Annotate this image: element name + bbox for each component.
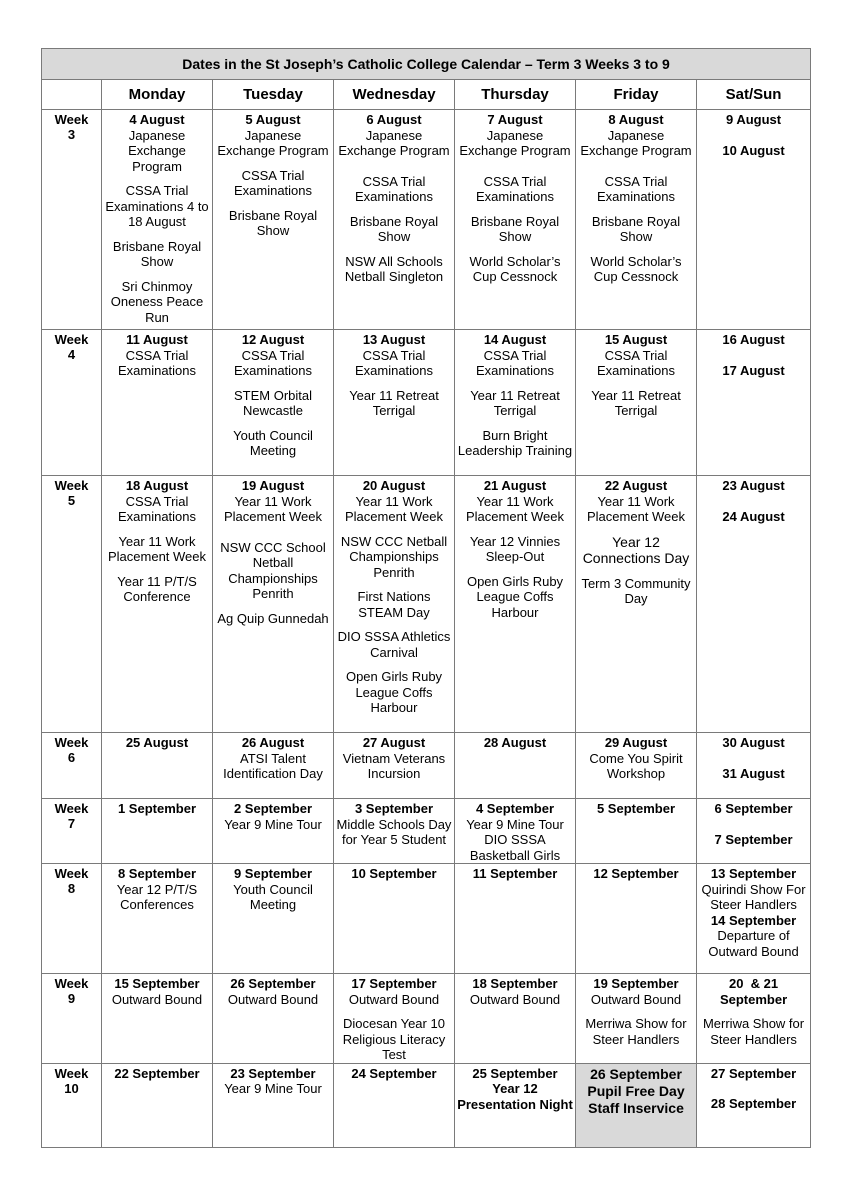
date-label: 28 September <box>710 1096 797 1111</box>
date-label: 14 August <box>483 332 547 347</box>
event: Year 9 Mine Tour DIO SSSA Basketball Girls <box>466 816 564 863</box>
event: Departure of Outward Bound <box>708 928 799 959</box>
date-label: 23 August <box>722 478 785 493</box>
week-label: Week 8 <box>42 864 102 974</box>
day-cell <box>102 1063 213 1147</box>
event: Middle Schools Day for Year 5 Student <box>336 816 452 847</box>
event: Merriwa Show for Steer Handlers <box>702 1016 805 1047</box>
event: CSSA Trial Examinations <box>233 167 313 198</box>
week-row <box>42 733 811 799</box>
week-label: Week 5 <box>42 476 102 733</box>
date-label: 29 August <box>604 735 668 750</box>
event: Outward Bound <box>348 991 440 1007</box>
event: DIO SSSA Athletics Carnival <box>337 629 451 660</box>
event: Pupil Free Day <box>587 1082 685 1099</box>
event: Outward Bound <box>227 991 319 1007</box>
weekend-cell <box>697 476 811 733</box>
day-header-thursday: Thursday <box>455 80 576 110</box>
date-label: 21 August <box>483 478 547 493</box>
week-row <box>42 110 811 330</box>
date-label: 2 September <box>233 801 313 816</box>
date-label: 8 September <box>117 866 197 881</box>
week-label: Week 3 <box>42 110 102 330</box>
date-label: 18 August <box>125 478 189 493</box>
week-row <box>42 476 811 733</box>
date-label: 10 August <box>722 142 785 158</box>
event: Open Girls Ruby League Coffs Harbour <box>466 573 564 620</box>
date-label: 19 August <box>241 478 305 493</box>
day-cell <box>455 799 576 864</box>
event: Vietnam Veterans Incursion <box>342 750 446 781</box>
day-cell <box>213 864 334 974</box>
day-cell <box>102 733 213 799</box>
event: Burn Bright Leadership Training <box>457 427 573 458</box>
week-label: Week 10 <box>42 1063 102 1147</box>
event: CSSA Trial Examinations <box>117 347 197 378</box>
date-label: 26 August <box>241 735 305 750</box>
date-label: 25 August <box>125 735 189 750</box>
day-cell <box>334 974 455 1064</box>
event: CSSA Trial Examinations <box>475 347 555 378</box>
date-label: 10 September <box>351 866 437 881</box>
day-cell <box>102 864 213 974</box>
day-cell <box>102 476 213 733</box>
event: CSSA Trial Examinations <box>354 347 434 378</box>
day-cell <box>102 110 213 330</box>
date-label: 24 August <box>722 508 785 524</box>
event: Japanese Exchange Program <box>338 127 450 158</box>
day-cell <box>102 799 213 864</box>
event: Japanese Exchange Program <box>580 127 692 158</box>
date-label: 8 August <box>608 112 664 127</box>
weekend-cell <box>697 864 811 974</box>
day-header-satsun: Sat/Sun <box>697 80 811 110</box>
event: CSSA Trial Examinations <box>117 493 197 524</box>
day-cell <box>334 110 455 330</box>
date-label: 22 September <box>114 1065 200 1081</box>
day-cell <box>334 733 455 799</box>
event: First Nations STEAM Day <box>357 589 431 620</box>
week-label: Week 7 <box>42 799 102 864</box>
event: Japanese Exchange Program <box>459 127 571 158</box>
event: Japanese Exchange Program <box>128 127 186 174</box>
date-label: 13 August <box>362 332 426 347</box>
day-cell <box>213 733 334 799</box>
date-label: 18 September <box>472 976 558 991</box>
calendar-title: Dates in the St Joseph’s Catholic College Calendar – Term 3 Weeks 3 to 9 <box>42 49 811 80</box>
weekend-cell <box>697 974 811 1064</box>
date-label: 27 August <box>362 735 426 750</box>
date-label: 9 August <box>725 112 782 127</box>
event: Quirindi Show For Steer Handlers <box>701 881 806 912</box>
date-label: 12 September <box>593 866 679 881</box>
date-label: 31 August <box>722 765 785 781</box>
day-cell <box>213 799 334 864</box>
weekend-cell <box>697 1063 811 1147</box>
date-label: 17 September <box>351 976 437 991</box>
date-label: 9 September <box>233 866 313 881</box>
day-cell <box>334 476 455 733</box>
day-cell <box>213 476 334 733</box>
week-label: Week 9 <box>42 974 102 1064</box>
date-label: 26 September <box>590 1065 682 1082</box>
day-cell <box>576 733 697 799</box>
date-label: 15 September <box>114 976 200 991</box>
event: Staff Inservice <box>588 1099 684 1116</box>
event: Brisbane Royal Show <box>228 207 318 238</box>
date-label: 27 September <box>710 1065 797 1081</box>
event: Brisbane Royal Show <box>591 213 681 244</box>
event: Outward Bound <box>111 991 203 1007</box>
event: Youth Council Meeting <box>233 427 313 458</box>
event: Year 11 Work Placement Week <box>223 493 323 524</box>
event: Year 12 P/T/S Conferences <box>116 881 198 912</box>
day-cell <box>576 799 697 864</box>
day-cell <box>455 864 576 974</box>
day-cell <box>102 974 213 1064</box>
pupil-free-day-cell <box>576 1063 697 1147</box>
date-label: 16 August <box>722 332 785 347</box>
weekend-cell <box>697 799 811 864</box>
event: Outward Bound <box>469 991 561 1007</box>
date-label: 4 August <box>129 112 185 127</box>
date-label: 28 August <box>483 735 547 750</box>
week-row <box>42 974 811 1064</box>
day-cell <box>213 974 334 1064</box>
event: Ag Quip Gunnedah <box>217 610 329 626</box>
event: CSSA Trial Examinations <box>596 347 676 378</box>
date-label: 7 September <box>714 831 793 847</box>
date-label: 25 September <box>472 1065 558 1081</box>
weekend-cell <box>697 330 811 476</box>
event: CSSA Trial Examinations 4 to 18 August <box>105 183 209 229</box>
date-label: 22 August <box>604 478 668 493</box>
day-cell <box>213 330 334 476</box>
date-label: 13 September <box>710 866 797 881</box>
day-header-monday: Monday <box>102 80 213 110</box>
calendar-table <box>41 48 811 1148</box>
date-label: 20 & 21 September <box>719 976 788 1007</box>
date-label: 26 September <box>230 976 316 991</box>
event: Year 12 Vinnies Sleep-Out <box>469 533 561 564</box>
event: Term 3 Community Day <box>581 575 691 606</box>
event: NSW All Schools Netball Singleton <box>344 253 444 284</box>
event: Year 11 Work Placement Week <box>586 493 686 524</box>
corner-cell <box>42 80 102 110</box>
week-label: Week 6 <box>42 733 102 799</box>
event: Year 11 Work Placement Week <box>344 493 444 524</box>
event: STEM Orbital Newcastle <box>233 387 312 418</box>
event: Year 12 Connections Day <box>582 533 690 566</box>
date-label: 1 September <box>117 801 197 816</box>
date-label: 4 September <box>475 801 555 816</box>
event: Brisbane Royal Show <box>349 213 439 244</box>
event: ATSI Talent Identification Day <box>223 750 323 781</box>
event: Year 11 Retreat Terrigal <box>470 387 560 418</box>
week-label: Week 4 <box>42 330 102 476</box>
event: Brisbane Royal Show <box>470 213 560 244</box>
date-label: 5 September <box>596 801 676 816</box>
event: Japanese Exchange Program <box>217 127 329 158</box>
weekend-cell <box>697 110 811 330</box>
event: Come You Spirit Workshop <box>589 750 683 781</box>
day-cell <box>334 330 455 476</box>
day-cell <box>576 864 697 974</box>
event: Outward Bound <box>590 991 682 1007</box>
day-cell <box>455 476 576 733</box>
date-label: 20 August <box>362 478 426 493</box>
day-header-wednesday: Wednesday <box>334 80 455 110</box>
week-row <box>42 864 811 974</box>
event: NSW CCC Netball Championships Penrith <box>340 533 448 580</box>
date-label: 19 September <box>593 976 679 991</box>
day-cell <box>102 330 213 476</box>
weekend-cell <box>697 733 811 799</box>
day-cell <box>455 733 576 799</box>
day-header-tuesday: Tuesday <box>213 80 334 110</box>
date-label: 5 August <box>245 112 301 127</box>
day-cell <box>455 974 576 1064</box>
day-header-friday: Friday <box>576 80 697 110</box>
date-label: 11 September <box>472 866 558 881</box>
event: World Scholar’s Cup Cessnock <box>469 253 561 284</box>
date-label: 30 August <box>722 735 785 750</box>
day-cell <box>334 864 455 974</box>
event: NSW CCC School Netball Championships Penrith <box>220 539 326 601</box>
date-label: 14 September <box>710 912 797 928</box>
event: Sri Chinmoy Oneness Peace Run <box>110 278 204 325</box>
day-cell <box>455 110 576 330</box>
day-cell <box>213 1063 334 1147</box>
event: Year 11 P/T/S Conference <box>117 573 197 604</box>
event: Year 9 Mine Tour <box>224 816 322 832</box>
date-label: 24 September <box>351 1065 437 1081</box>
day-cell <box>455 1063 576 1147</box>
event: Open Girls Ruby League Coffs Harbour <box>345 669 443 715</box>
event: Merriwa Show for Steer Handlers <box>585 1016 687 1047</box>
date-label: 12 August <box>241 332 305 347</box>
event: Year 11 Work Placement Week <box>107 533 207 564</box>
day-cell <box>576 330 697 476</box>
day-cell <box>576 974 697 1064</box>
event: Year 11 Work Placement Week <box>465 493 565 524</box>
date-label: 6 September <box>714 801 793 816</box>
day-cell <box>576 476 697 733</box>
week-row <box>42 1063 811 1147</box>
week-row <box>42 799 811 864</box>
event: World Scholar’s Cup Cessnock <box>590 253 682 284</box>
day-cell <box>213 110 334 330</box>
date-label: 17 August <box>722 362 785 378</box>
day-cell <box>334 1063 455 1147</box>
event: Year 12 Presentation Night <box>457 1081 573 1112</box>
event: Brisbane Royal Show <box>112 238 202 269</box>
event: CSSA Trial Examinations <box>475 173 555 204</box>
day-cell <box>576 110 697 330</box>
date-label: 7 August <box>487 112 543 127</box>
event: Diocesan Year 10 Religious Literacy Test <box>342 1016 446 1062</box>
event: CSSA Trial Examinations <box>354 173 434 204</box>
date-label: 15 August <box>604 332 668 347</box>
event: Year 11 Retreat Terrigal <box>591 387 681 418</box>
date-label: 6 August <box>366 112 422 127</box>
event: CSSA Trial Examinations <box>233 347 313 378</box>
event: Year 9 Mine Tour <box>224 1081 322 1096</box>
week-row <box>42 330 811 476</box>
date-label: 11 August <box>126 332 188 347</box>
day-cell <box>334 799 455 864</box>
date-label: 3 September <box>354 801 434 816</box>
day-cell <box>455 330 576 476</box>
event: Youth Council Meeting <box>233 881 313 912</box>
event: Year 11 Retreat Terrigal <box>349 387 439 418</box>
date-label: 23 September <box>230 1065 316 1081</box>
event: CSSA Trial Examinations <box>596 173 676 204</box>
